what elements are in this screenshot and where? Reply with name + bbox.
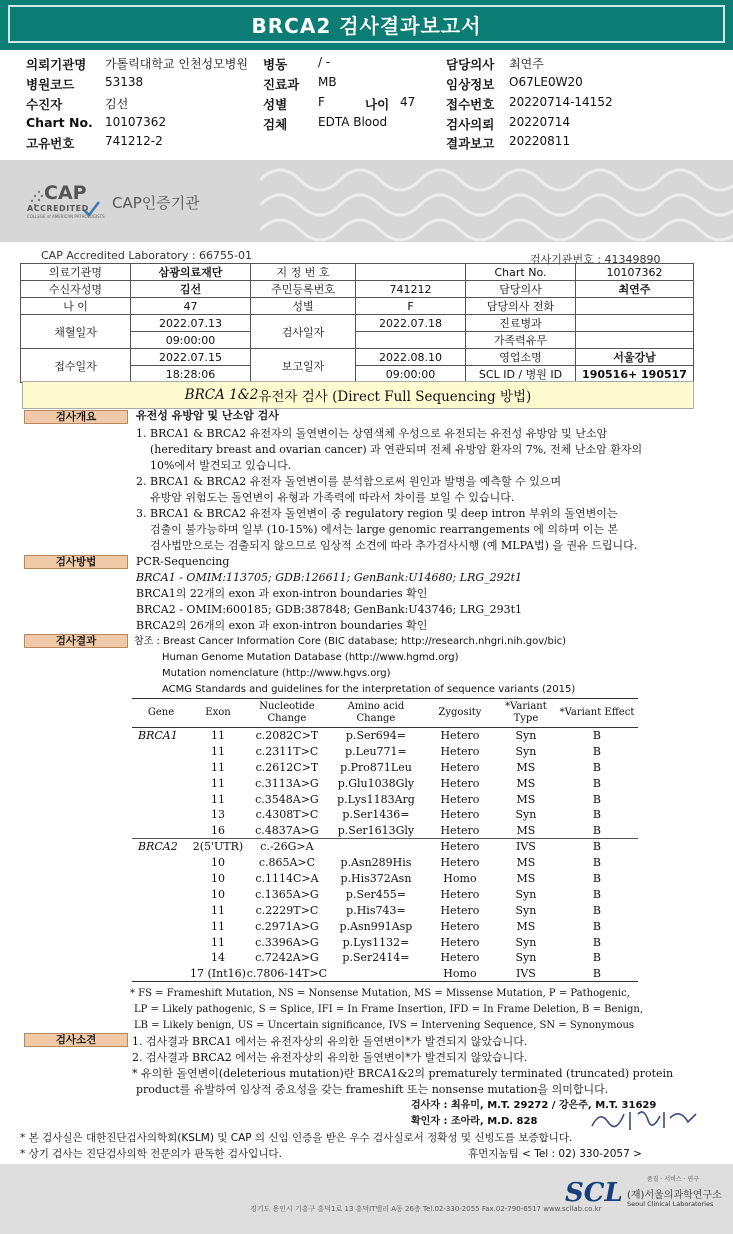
variant-cell: Syn bbox=[515, 935, 537, 949]
info-row bbox=[26, 95, 706, 113]
cap-banner bbox=[0, 160, 733, 242]
variant-cell: c.7806-14T>C bbox=[246, 967, 328, 981]
variant-cell: IVS bbox=[496, 839, 556, 855]
request-label: 검사의뢰 bbox=[446, 117, 495, 132]
variant-row bbox=[132, 839, 638, 855]
lab-number: CAP Accredited Laboratory : 66755-01 bbox=[41, 249, 252, 262]
ward-value: / - bbox=[318, 55, 331, 69]
variant-cell: B bbox=[592, 729, 602, 743]
overview-heading: 유전성 유방암 및 난소암 검사 bbox=[136, 409, 279, 422]
sex-value: F bbox=[318, 95, 325, 109]
variant-cell: p.Asn991Asp bbox=[339, 919, 413, 933]
variant-cell: c.7242A>G bbox=[255, 951, 319, 965]
variant-cell: 14 bbox=[210, 951, 225, 965]
variant-cell: Syn bbox=[515, 808, 537, 822]
variant-cell: p.Glu1038Gly bbox=[337, 776, 415, 790]
variant-cell: c.-26G>A bbox=[246, 839, 328, 855]
ref-line: ACMG Standards and guidelines for the interpretation of sequence variants (2015) bbox=[162, 684, 576, 695]
variant-cell: 11 bbox=[210, 792, 225, 806]
variant-cell: 17 (Int16) bbox=[190, 967, 246, 981]
variant-cell: Syn bbox=[515, 903, 537, 917]
footer bbox=[0, 1164, 733, 1234]
variant-cell: B bbox=[592, 856, 602, 870]
variant-cell: B bbox=[592, 760, 602, 774]
variant-cell: c.2971A>G bbox=[255, 919, 319, 933]
overview-line: 10%에서 발견되고 있습니다. bbox=[150, 459, 292, 472]
variant-cell: Hetero bbox=[424, 839, 496, 855]
report-label: 결과보고 bbox=[446, 136, 495, 151]
variant-cell bbox=[132, 966, 190, 982]
overview-line: 2. BRCA1 & BRCA2 유전자 돌연변이를 분석함으로써 원인과 발병을 예측할 수 있으며 bbox=[136, 475, 562, 488]
variant-cell: c.3396A>G bbox=[255, 935, 319, 949]
meta-value: 최연주 bbox=[576, 281, 694, 298]
variant-cell: 11 bbox=[210, 935, 225, 949]
variant-cell: B bbox=[592, 808, 602, 822]
certification: * 본 검사실은 대한진단검사의학회(KSLM) 및 CAP 의 신임 인증을 받은 우수 검사실로서 정확성 및 신빙도를 보증합니다. bbox=[20, 1132, 573, 1144]
variant-cell bbox=[132, 807, 190, 823]
variant-cell: c.865A>C bbox=[258, 856, 316, 870]
sex-label: 성별 bbox=[263, 97, 288, 112]
variant-cell: IVS bbox=[496, 966, 556, 982]
meta-value: 09:00:00 bbox=[356, 366, 466, 383]
variant-cell: Hetero bbox=[440, 729, 480, 743]
variant-cell: MS bbox=[516, 776, 536, 790]
variant-cell: Hetero bbox=[440, 935, 480, 949]
meta-value: 09:00:00 bbox=[131, 332, 251, 349]
variant-cell: c.1114C>A bbox=[255, 871, 319, 885]
overview-line: (hereditary breast and ovarian cancer) 과 연관되며 전체 유방암 환자의 7%, 전체 난소암 환자의 bbox=[150, 443, 643, 456]
cap-word: CAP bbox=[44, 182, 87, 204]
variant-header: Nucleotide Change bbox=[246, 699, 328, 728]
variant-cell: B bbox=[592, 824, 602, 838]
overview-line: 유방암 위험도는 돌연변이 유형과 가족력에 따라서 차이를 보일 수 있습니다. bbox=[150, 491, 515, 504]
variant-row bbox=[132, 934, 638, 950]
variant-row bbox=[132, 807, 638, 823]
variant-cell: 11 bbox=[210, 776, 225, 790]
meta-label: 성별 bbox=[251, 298, 356, 315]
variant-row bbox=[132, 743, 638, 759]
variant-cell: p.Ser694= bbox=[345, 729, 406, 743]
variant-cell: 10 bbox=[210, 871, 225, 885]
variant-cell: MS bbox=[516, 919, 536, 933]
receipt-label: 접수번호 bbox=[446, 97, 495, 112]
variant-cell: MS bbox=[516, 760, 536, 774]
variant-cell: Syn bbox=[515, 729, 537, 743]
variant-cell: Hetero bbox=[440, 903, 480, 917]
variant-row bbox=[132, 775, 638, 791]
variant-cell: p.Ser1436= bbox=[342, 808, 410, 822]
variant-cell: c.2612C>T bbox=[255, 760, 319, 774]
ref-line: Mutation nomenclature (http://www.hgvs.org) bbox=[162, 668, 391, 679]
method-line: BRCA2의 26개의 exon 과 exon-intron boundaries 확인 bbox=[136, 619, 428, 632]
code-value: 53138 bbox=[105, 75, 144, 89]
variant-cell: Hetero bbox=[440, 824, 480, 838]
variant-header: Amino acid Change bbox=[328, 699, 424, 728]
report-value: 20220811 bbox=[509, 134, 571, 148]
variant-cell: Hetero bbox=[440, 919, 480, 933]
specimen-value: EDTA Blood bbox=[318, 115, 388, 129]
meta-value: 삼광의료재단 bbox=[131, 264, 251, 281]
patient-label: 수진자 bbox=[26, 97, 63, 112]
variant-cell bbox=[132, 871, 190, 887]
variant-cell: B bbox=[592, 744, 602, 758]
meta-value bbox=[576, 332, 694, 349]
tag-method: 검사방법 bbox=[24, 555, 128, 569]
legend-line: LB = Likely benign, US = Uncertain significance, IVS = Intervening Sequence, SN = Synonymous bbox=[134, 1020, 635, 1031]
legend-line: * FS = Frameshift Mutation, NS = Nonsense Mutation, MS = Missense Mutation, P = Pathogenic, bbox=[130, 988, 630, 999]
variant-cell: MS bbox=[516, 856, 536, 870]
variant-row bbox=[132, 759, 638, 775]
variant-cell: c.3548A>G bbox=[255, 792, 319, 806]
meta-label: 의료기관명 bbox=[21, 264, 131, 281]
variant-header: Zygosity bbox=[424, 699, 496, 728]
opinion-line: 1. 검사결과 BRCA1 에서는 유전자상의 유의한 돌연변이*가 발견되지 않았습니다. bbox=[132, 1035, 528, 1048]
meta-label: Chart No. bbox=[466, 264, 576, 281]
footer-org-en: Seoul Clinical Laboratories bbox=[627, 1200, 714, 1208]
dept-label: 진료과 bbox=[263, 77, 300, 92]
info-row bbox=[26, 115, 706, 133]
test-number: 검사기관번호 : 41349890 bbox=[530, 253, 661, 266]
variant-cell: 13 bbox=[210, 808, 225, 822]
code-label: 병원코드 bbox=[26, 77, 75, 92]
info-row bbox=[26, 75, 706, 93]
method-line: BRCA1의 22개의 exon 과 exon-intron boundaries 확인 bbox=[136, 587, 428, 600]
section-title bbox=[22, 381, 694, 409]
overview-line: 1. BRCA1 & BRCA2 유전자의 돌연변이는 상염색체 우성으로 유전되는 유전성 유방암 및 난소암 bbox=[136, 427, 608, 440]
receipt-value: 20220714-14152 bbox=[509, 95, 613, 109]
header-frame bbox=[8, 5, 725, 43]
variant-cell: MS bbox=[516, 792, 536, 806]
meta-label: 나 이 bbox=[21, 298, 131, 315]
info-row bbox=[26, 134, 706, 152]
age-label: 나이 bbox=[365, 97, 390, 112]
variant-row bbox=[132, 918, 638, 934]
hospital-value: 가톨릭대학교 인천성모병원 bbox=[105, 57, 248, 71]
overview-line: 3. BRCA1 & BRCA2 유전자 돌연변이 중 regulatory region 및 deep intron 부위의 돌연변이는 bbox=[136, 507, 618, 520]
variant-body bbox=[132, 728, 638, 982]
meta-value bbox=[576, 298, 694, 315]
specimen-label: 검체 bbox=[263, 117, 288, 132]
variant-cell: B bbox=[592, 935, 602, 949]
info-row bbox=[26, 55, 706, 73]
meta-value: 190516+ 190517 bbox=[576, 366, 694, 383]
variant-cell: 11 bbox=[210, 903, 225, 917]
variant-cell: Hetero bbox=[440, 792, 480, 806]
variant-cell: 11 bbox=[210, 744, 225, 758]
meta-label: 채혈일자 bbox=[21, 315, 131, 349]
examiner: 검사자 : 최유미, M.T. 29272 / 강은주, M.T. 31629 bbox=[411, 1100, 657, 1111]
clinical-label: 임상정보 bbox=[446, 77, 495, 92]
variant-cell: B bbox=[592, 903, 602, 917]
variant-cell: B bbox=[592, 776, 602, 790]
variant-cell: c.4308T>C bbox=[255, 808, 319, 822]
meta-label: 영업소명 bbox=[466, 349, 576, 366]
variant-cell: Hetero bbox=[440, 776, 480, 790]
variant-cell: p.Lys1183Arg bbox=[337, 792, 415, 806]
variant-cell: Hetero bbox=[440, 808, 480, 822]
meta-value: F bbox=[356, 298, 466, 315]
variant-cell: 10 bbox=[210, 856, 225, 870]
variant-header: *Variant Effect bbox=[556, 699, 638, 728]
chart-value: 10107362 bbox=[105, 115, 167, 129]
tag-overview: 검사개요 bbox=[24, 410, 128, 424]
variant-cell: MS bbox=[516, 824, 536, 838]
meta-label: 검사일자 bbox=[251, 315, 356, 349]
variant-cell bbox=[132, 759, 190, 775]
chart-label: Chart No. bbox=[26, 115, 93, 130]
variant-cell: Hetero bbox=[440, 856, 480, 870]
cap-title: CAP인증기관 bbox=[112, 194, 200, 212]
decorative-pattern bbox=[260, 160, 733, 242]
meta-label: 지 정 번 호 bbox=[251, 264, 356, 281]
variant-cell bbox=[132, 902, 190, 918]
age-value: 47 bbox=[400, 95, 416, 109]
footer-address: 경기도 용인시 기흥구 흥덕1로 13 흥덕IT밸리 A동 26층 Tel.02-330-2055 Fax.02-790-6517 www.scllab.co.kr bbox=[250, 1205, 602, 1213]
meta-value: 47 bbox=[131, 298, 251, 315]
variant-cell: c.1365A>G bbox=[255, 887, 319, 901]
variant-cell: p.Asn289His bbox=[340, 856, 412, 870]
variant-cell: p.Leu771= bbox=[345, 744, 407, 758]
page-title: BRCA2 검사결과보고서 bbox=[251, 13, 482, 38]
meta-value: 18:28:06 bbox=[131, 366, 251, 383]
variant-header-row bbox=[132, 699, 638, 728]
patient-value: 김선 bbox=[105, 97, 129, 111]
variant-cell: p.Ser1613Gly bbox=[337, 824, 415, 838]
variant-cell: Hetero bbox=[440, 951, 480, 965]
variant-cell: MS bbox=[516, 871, 536, 885]
report-header bbox=[0, 0, 733, 50]
meta-value: 서울강남 bbox=[576, 349, 694, 366]
holiday: 휴먼지놈팀 < Tel : 02) 330-2057 > bbox=[468, 1148, 642, 1160]
ward-label: 병동 bbox=[263, 57, 288, 72]
meta-value bbox=[356, 332, 466, 349]
variant-row bbox=[132, 950, 638, 966]
cap-accredited: ACCREDITED bbox=[27, 204, 89, 213]
variant-cell: Homo bbox=[424, 966, 496, 982]
ref-line: Human Genome Mutation Database (http://www.hgmd.org) bbox=[162, 652, 459, 663]
variant-cell: c.2311T>C bbox=[255, 744, 319, 758]
variant-cell: B bbox=[592, 792, 602, 806]
meta-value: 2022.07.15 bbox=[131, 349, 251, 366]
meta-table bbox=[20, 263, 694, 383]
tag-opinion: 검사소견 bbox=[24, 1033, 128, 1047]
opinion-line: * 유의한 돌연변이(deleterious mutation)란 BRCA1&2의 prematurely terminated (truncated) protein bbox=[132, 1067, 674, 1080]
variant-row bbox=[132, 855, 638, 871]
meta-value: 2022.07.13 bbox=[131, 315, 251, 332]
variant-row bbox=[132, 966, 638, 982]
variant-header: Gene bbox=[132, 699, 190, 728]
variant-cell: 11 bbox=[210, 760, 225, 774]
signature-icon bbox=[590, 1104, 700, 1134]
opinion-line: 2. 검사결과 BRCA2 에서는 유전자상의 유의한 돌연변이*가 발견되지 않았습니다. bbox=[132, 1051, 528, 1064]
meta-label: 수신자성명 bbox=[21, 281, 131, 298]
variant-cell: Hetero bbox=[440, 760, 480, 774]
variant-row bbox=[132, 823, 638, 839]
meta-value bbox=[576, 315, 694, 332]
method-line: BRCA1 - OMIM:113705; GDB:126611; GenBank:U14680; LRG_292t1 bbox=[136, 571, 523, 584]
variant-cell: B bbox=[556, 839, 638, 855]
doctor-label: 담당의사 bbox=[446, 57, 495, 72]
variant-cell: c.3113A>G bbox=[255, 776, 319, 790]
variant-cell: Homo bbox=[443, 871, 477, 885]
unique-value: 741212-2 bbox=[105, 134, 163, 148]
variant-table bbox=[132, 698, 638, 982]
section-title-text: 유전자 검사 (Direct Full Sequencing 방법) bbox=[258, 389, 532, 405]
unique-label: 고유번호 bbox=[26, 136, 75, 151]
confirmer: 확인자 : 조아라, M.D. 828 bbox=[411, 1116, 538, 1127]
variant-cell bbox=[328, 839, 424, 855]
cap-small: COLLEGE of AMERICAN PATHOLOGISTS bbox=[27, 214, 105, 219]
variant-cell: 10 bbox=[210, 887, 225, 901]
variant-cell bbox=[132, 775, 190, 791]
meta-value: 2022.08.10 bbox=[356, 349, 466, 366]
variant-cell bbox=[132, 743, 190, 759]
variant-cell bbox=[132, 950, 190, 966]
meta-label: 접수일자 bbox=[21, 349, 131, 383]
doctor-value: 최연주 bbox=[509, 57, 544, 71]
variant-cell bbox=[132, 823, 190, 839]
variant-cell: p.Lys1132= bbox=[342, 935, 410, 949]
note: * 상기 검사는 진단검사의학 전문의가 판독한 검사입니다. bbox=[20, 1148, 282, 1160]
legend-line: LP = Likely pathogenic, S = Splice, IFI = In Frame Insertion, IFD = In Frame Deletion, B = Benign, bbox=[134, 1004, 644, 1015]
variant-cell bbox=[328, 966, 424, 982]
opinion-line: product를 유발하여 임상적 중요성을 갖는 frameshift 또는 nonsense mutation을 의미합니다. bbox=[136, 1083, 609, 1096]
variant-cell: p.Pro871Leu bbox=[340, 760, 412, 774]
variant-row bbox=[132, 728, 638, 744]
variant-cell: 11 bbox=[210, 919, 225, 933]
meta-value: 2022.07.18 bbox=[356, 315, 466, 332]
meta-value: 10107362 bbox=[576, 264, 694, 281]
variant-cell: c.4837A>G bbox=[255, 824, 319, 838]
variant-cell: p.Ser455= bbox=[345, 887, 406, 901]
meta-value: 741212 bbox=[356, 281, 466, 298]
clinical-value: O67LE0W20 bbox=[509, 75, 583, 89]
variant-cell: B bbox=[556, 966, 638, 982]
variant-cell: p.His372Asn bbox=[340, 871, 412, 885]
variant-cell: BRCA1 bbox=[138, 729, 178, 743]
overview-line: 검사법만으로는 검출되지 않으므로 임상적 소견에 따라 추가검사시행 (예 MLPA법) 을 권유 드립니다. bbox=[150, 539, 638, 552]
method-line: PCR-Sequencing bbox=[136, 555, 230, 568]
meta-label: 가족력유무 bbox=[466, 332, 576, 349]
variant-cell: B bbox=[592, 951, 602, 965]
footer-slogan: 품질 · 서비스 · 연구 bbox=[647, 1176, 700, 1183]
hospital-label: 의뢰기관명 bbox=[26, 57, 87, 72]
variant-row bbox=[132, 886, 638, 902]
variant-cell: c.2229T>C bbox=[255, 903, 319, 917]
variant-header: *Variant Type bbox=[496, 699, 556, 728]
variant-cell: B bbox=[592, 919, 602, 933]
ref-line: 참조 : Breast Cancer Information Core (BIC database; http://research.nhgri.nih.gov/bic) bbox=[134, 636, 567, 647]
footer-org: (재)서울의과학연구소 bbox=[627, 1190, 722, 1201]
meta-label: 보고일자 bbox=[251, 349, 356, 383]
variant-cell bbox=[132, 855, 190, 871]
section-title-italic: BRCA 1&2 bbox=[184, 387, 259, 403]
variant-cell: B bbox=[592, 871, 602, 885]
meta-label: SCL ID / 병원 ID bbox=[466, 366, 576, 383]
variant-cell bbox=[132, 791, 190, 807]
variant-row bbox=[132, 791, 638, 807]
scl-logo: SCL bbox=[565, 1178, 623, 1208]
variant-cell: Syn bbox=[515, 744, 537, 758]
meta-label: 진료병과 bbox=[466, 315, 576, 332]
meta-label: 담당의사 bbox=[466, 281, 576, 298]
meta-label: 주민등록번호 bbox=[251, 281, 356, 298]
meta-value: 김선 bbox=[131, 281, 251, 298]
variant-cell: 2(5'UTR) bbox=[190, 839, 246, 855]
variant-row bbox=[132, 902, 638, 918]
request-value: 20220714 bbox=[509, 115, 571, 129]
variant-cell bbox=[132, 934, 190, 950]
variant-cell: 11 bbox=[210, 729, 225, 743]
meta-value bbox=[356, 264, 466, 281]
variant-cell: BRCA2 bbox=[132, 839, 190, 855]
variant-header: Exon bbox=[190, 699, 246, 728]
method-line: BRCA2 - OMIM:600185; GDB:387848; GenBank:U43746; LRG_293t1 bbox=[136, 603, 523, 616]
variant-cell: Syn bbox=[515, 951, 537, 965]
variant-cell: Hetero bbox=[440, 887, 480, 901]
variant-cell bbox=[132, 886, 190, 902]
meta-label: 담당의사 전화 bbox=[466, 298, 576, 315]
variant-cell: p.His743= bbox=[346, 903, 406, 917]
overview-line: 검출이 불가능하며 일부 (10-15%) 에서는 large genomic rearrangements 에 의하며 이는 본 bbox=[150, 523, 619, 536]
variant-cell: 16 bbox=[210, 824, 225, 838]
dept-value: MB bbox=[318, 75, 337, 89]
tag-result: 검사결과 bbox=[24, 634, 128, 648]
variant-cell: Hetero bbox=[440, 744, 480, 758]
variant-cell: B bbox=[592, 887, 602, 901]
variant-cell: p.Ser2414= bbox=[342, 951, 410, 965]
variant-row bbox=[132, 871, 638, 887]
variant-cell bbox=[132, 918, 190, 934]
variant-cell: Syn bbox=[515, 887, 537, 901]
variant-cell: c.2082C>T bbox=[255, 729, 319, 743]
